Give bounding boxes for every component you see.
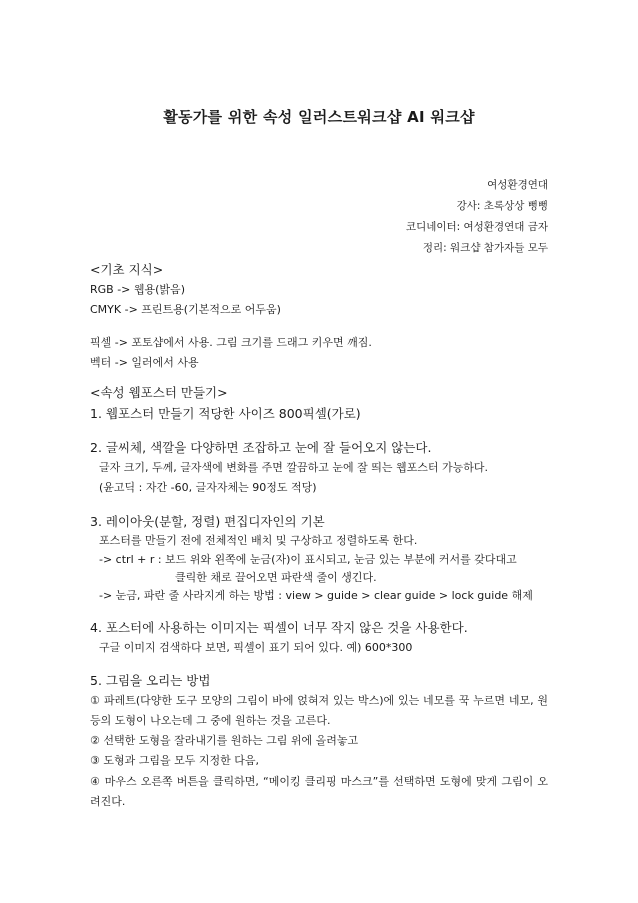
section-5-line: ④ 마우스 오른쪽 버튼을 클릭하면, “메이킹 클리핑 마스크”를 선택하면 도형에 맞게 그림이 오 xyxy=(90,775,548,788)
poster-heading: <속성 웹포스터 만들기> xyxy=(90,385,228,400)
section-5-line: 등의 도형이 나오는데 그 중에 원하는 것을 고른다. xyxy=(90,714,331,727)
document-title: 활동가를 위한 속성 일러스트워크샵 AI 워크샵 xyxy=(163,108,475,126)
section-3-title: 3. 레이아웃(분할, 정렬) 편집디자인의 기본 xyxy=(90,514,325,529)
credit-organization: 여성환경연대 xyxy=(487,179,548,191)
section-3-line: 포스터를 만들기 전에 전체적인 배치 및 구상하고 정렬하도록 한다. xyxy=(99,534,418,547)
credit-instructor: 강사: 초록상상 뻥뻥 xyxy=(456,200,548,212)
basics-line: RGB -> 웹용(밝음) xyxy=(90,283,185,296)
section-3-line: 클릭한 채로 끌어오면 파란색 줄이 생긴다. xyxy=(175,571,377,584)
basics-line: CMYK -> 프린트용(기본적으로 어두움) xyxy=(90,303,281,316)
section-5-line: 려진다. xyxy=(90,795,126,808)
section-2-line: 글자 크기, 두께, 글자색에 변화를 주면 깔끔하고 눈에 잘 띄는 웹포스터 가능하다. xyxy=(99,461,488,474)
basics-line: 픽셀 -> 포토샵에서 사용. 그림 크기를 드래그 키우면 깨짐. xyxy=(90,336,372,349)
section-5-line: ② 선택한 도형을 잘라내기를 원하는 그림 위에 올려놓고 xyxy=(90,734,359,747)
section-2-line: (윤고딕 : 자간 -60, 글자자체는 90정도 적당) xyxy=(99,481,317,494)
section-4-line: 구글 이미지 검색하다 보면, 픽셀이 표기 되어 있다. 예) 600*300 xyxy=(99,641,413,654)
section-1-title: 1. 웹포스터 만들기 적당한 사이즈 800픽셀(가로) xyxy=(90,406,361,421)
basics-heading: <기초 지식> xyxy=(90,262,164,277)
section-3-line: -> 눈금, 파란 줄 사라지게 하는 방법 : view > guide > clear guide > lock guide 해제 xyxy=(99,589,533,602)
section-5-title: 5. 그림을 오리는 방법 xyxy=(90,673,211,688)
credit-coordinator: 코디네이터: 여성환경연대 금자 xyxy=(405,221,548,233)
basics-line: 벡터 -> 일러에서 사용 xyxy=(90,356,199,369)
section-5-line: ① 파레트(다양한 도구 모양의 그림이 바에 얹혀져 있는 박스)에 있는 네모를 꾹 누르면 네모, 원 xyxy=(90,694,548,707)
section-4-title: 4. 포스터에 사용하는 이미지는 픽셀이 너무 작지 않은 것을 사용한다. xyxy=(90,620,468,635)
credits-block xyxy=(406,175,548,259)
section-5-line: ③ 도형과 그림을 모두 지정한 다음, xyxy=(90,754,259,767)
section-2-title: 2. 글씨체, 색깔을 다양하면 조잡하고 눈에 잘 들어오지 않는다. xyxy=(90,440,432,455)
section-3-line: -> ctrl + r : 보드 위와 왼쪽에 눈금(자)이 표시되고, 눈금 있는 부분에 커서를 갖다대고 xyxy=(99,553,517,566)
credit-notes: 정리: 워크샵 참가자들 모두 xyxy=(422,242,548,254)
